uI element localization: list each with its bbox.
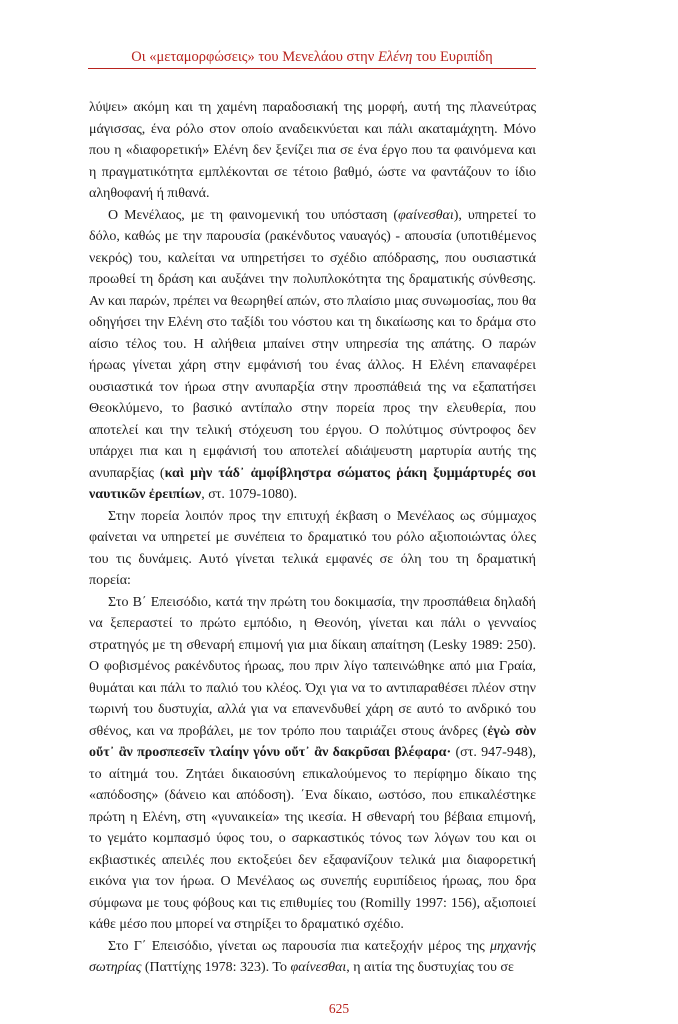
body-text <box>89 97 536 979</box>
paragraph-2 <box>89 205 536 506</box>
paragraph-1: λύψει» ακόμη και τη χαμένη παραδοσιακή της μορφή, αυτή της πλανεύτρας μάγισσας, ένα ρόλο στον οποίο αναδεικνύεται και πάλι ακαταμάχητη. Μόνο που η «διαφορετική» Ελένη δεν ξενίζει πια σε ένα έργο που τα φαινόμενα και η πραγματικότητα εμπλέκονται σε τέτοιο βαθμό, ώστε να φαντάζουν το ίδιο αληθοφανή ή πιθανά. <box>89 100 536 201</box>
paragraph-5-italic-b: φαίνεσθαι <box>290 960 347 975</box>
header-rule <box>88 68 536 69</box>
paragraph-5-text-b: (Παττίχης 1978: 323). Το <box>141 960 291 975</box>
greek-quote-1: καὶ μὴν τάδ᾽ ἀμφίβληστρα σώματος ῥάκη ξυμμάρτυρές σοι ναυτικῶν ἐρειπίων <box>89 465 536 502</box>
paragraph-4 <box>89 592 536 936</box>
paragraph-5 <box>89 936 536 979</box>
header-title-italic: Ελένη <box>377 49 413 65</box>
header-text-start: Οι «μεταμορφώσεις» του Μενελάου στην <box>131 49 378 65</box>
running-header <box>88 48 536 66</box>
paragraph-5-text-a: Στο Γ΄ Επεισόδιο, γίνεται ως παρουσία πια κατεξοχήν μέρος της <box>108 938 490 954</box>
paragraph-3: Στην πορεία λοιπόν προς την επιτυχή έκβαση ο Μενέλαος ως σύμμαχος φαίνεται να υπηρετεί με συνέπεια το δραματικό του ρόλο αξιοποιώντας όλες του τις δυνάμεις. Αυτό γίνεται τελικά εμφανές σε όλη του τη δραματική πορεία: <box>89 508 536 588</box>
paragraph-4-text-a: Στο Β΄ Επεισόδιο, κατά την πρώτη του δοκιμασία, την προσπάθεια δηλαδή να ξεπεραστεί το πρώτο εμπόδιο, η Θεονόη, γίνεται και πάλι ο γενναίος στρατηγός με τη σθεναρή επιμονή για μια δίκαιη απαίτηση (Lesky 1989: 250). Ο φοβισμένος ρακένδυτος ήρωας, που πριν λίγο ταπεινώθηκε από μια Γραία, θυμάται και πάλι το παλιό του κλέος. Όχι για να το αντιπαραθέσει πλέον στην τωρινή του δυστυχία, αλλά για να επανενδυθεί χάρη σε αυτό το ανδρικό του σθένος, και να προβάλει, με τον τρόπο που ταιριάζει στους άνδρες ( <box>89 594 536 739</box>
paragraph-5-italic-a: μηχανής σωτηρίας <box>89 938 536 975</box>
paragraph-2-text-a: Ο Μενέλαος, με τη φαινομενική του υπόσταση ( <box>108 207 399 223</box>
greek-quote-2: ἐγὼ σὸν οὔτ᾽ ἂν προσπεσεῖν τλαίην γόνυ οὔτ᾽ ἂν δακρῦσαι βλέφαρα· <box>89 723 536 760</box>
header-text-end: του Ευριπίδη <box>412 49 493 65</box>
paragraph-2-text-c: , στ. 1079-1080). <box>201 487 298 502</box>
paragraph-2-text-b: ), υπηρετεί το δόλο, καθώς με την παρουσία (ρακένδυτος ναυαγός) - απουσία (υποτιθέμενος νεκρός) του, καλείται να υπηρετήσει το σχέδιο απόδρασης, που ουσιαστικά προωθεί τη δράση και αυξάνει την πολυπλοκότητα της δραματικής σύνθεσης. Αν και παρών, πρέπει να θεωρηθεί απών, στο πλαίσιο μιας συνωμοσίας, που θα οδηγήσει την Ελένη στο ταξίδι του νόστου και τη δικαίωσης και το δράμα στο αίσιο τέλος του. Η αλήθεια μπαίνει στην υπηρεσία της απάτης. Ο παρών ήρωας γίνεται χάρη στην εμφάνισή του ένας άλλος. Η Ελένη επαναφέρει ουσιαστικά τον ήρωα στην ανυπαρξία στην προσπάθειά της να εξαπατήσει Θεοκλύμενο, το βασικό αντίπαλο στην πορεία προς την ελευθερία, που αποτελεί και την τελική στόχευση του έργου. Ο πολύτιμος σύντροφος δεν υπάρχει πια και η εμφάνισή του αποτελεί αδιάψευστη μαρτυρία αυτής της ανυπαρξίας ( <box>89 207 536 481</box>
page-number: 625 <box>328 1001 350 1016</box>
paragraph-2-italic: φαίνεσθαι <box>398 207 454 223</box>
paragraph-4-text-b: (στ. 947-948), το αίτημά του. Ζητάει δικαιοσύνη επικαλούμενος το περίφημο δίκαιο της «απόδοσης» (δάνειο και απόδοση). ΄Ενα δίκαιο, ωστόσο, που επικαλέστηκε πρώτη η Ελένη, στη «γυναικεία» της ικεσία. Η σθεναρή του βέβαια επιμονή, το γεμάτο κομπασμό ύφος του, ο σαρκαστικός τόνος των λόγων του και οι εκβιαστικές απειλές που εκτοξεύει δεν εξαφανίζουν τελικά μια διαφορετική εικόνα για τον ήρωα. Ο Μενέλαος ως συνεπής ευριπίδειος ήρωας, που δρα σύμφωνα με τους φόβους και τις επιθυμίες του (Romilly 1997: 156), αξιοποιεί κάθε μέσο που μπορεί να στηρίξει το δραματικό σχέδιο. <box>89 745 536 932</box>
paragraph-5-text-c: , η αιτία της δυστυχίας του σε <box>346 960 514 975</box>
